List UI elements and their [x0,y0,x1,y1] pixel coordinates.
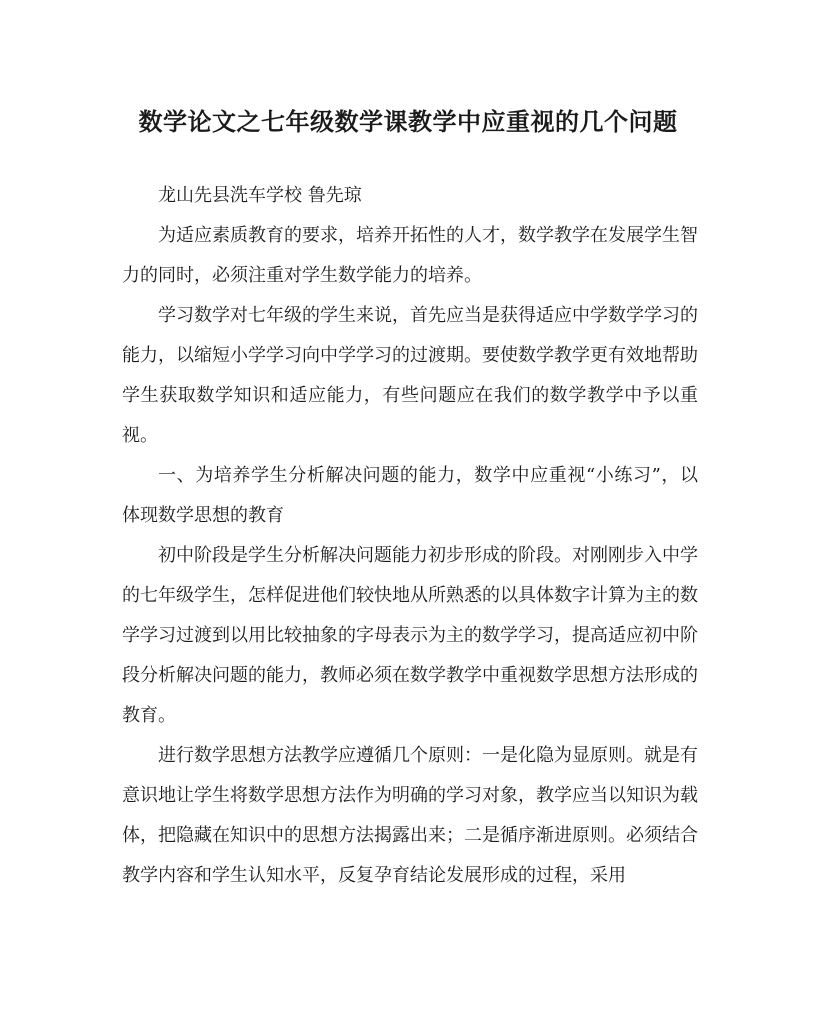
section-heading: 一、为培养学生分析解决问题的能力，数学中应重视“小练习”，以体现数学思想的教育 [122,465,698,526]
document-body [122,176,698,896]
paragraph: 进行数学思想方法教学应遵循几个原则：一是化隐为显原则。就是有意识地让学生将数学思想方法作为明确的学习对象，教学应当以知识为载体，把隐藏在知识中的思想方法揭露出来；二是循序渐进原则。必须结合教学内容和学生认知水平，反复孕育结论发展形成的过程，采用 [122,745,698,886]
document-title: 数学论文之七年级数学课教学中应重视的几个问题 [138,107,678,136]
paragraph: 为适应素质教育的要求，培养开拓性的人才，数学教学在发展学生智力的同时，必须注重对学生数学能力的培养。 [122,225,698,286]
paragraph: 初中阶段是学生分析解决问题能力初步形成的阶段。对刚刚步入中学的七年级学生，怎样促进他们较快地从所熟悉的以具体数字计算为主的数学学习过渡到以用比较抽象的字母表示为主的数学学习，提高适应初中阶段分析解决问题的能力，教师必须在数学教学中重视数学思想方法形成的教育。 [122,545,698,726]
paragraph: 学习数学对七年级的学生来说，首先应当是获得适应中学数学学习的能力，以缩短小学学习向中学学习的过渡期。要使数学教学更有效地帮助学生获取数学知识和适应能力，有些问题应在我们的数学教学中予以重视。 [122,305,698,446]
author-line: 龙山先县洗车学校 鲁先琼 [158,185,362,206]
